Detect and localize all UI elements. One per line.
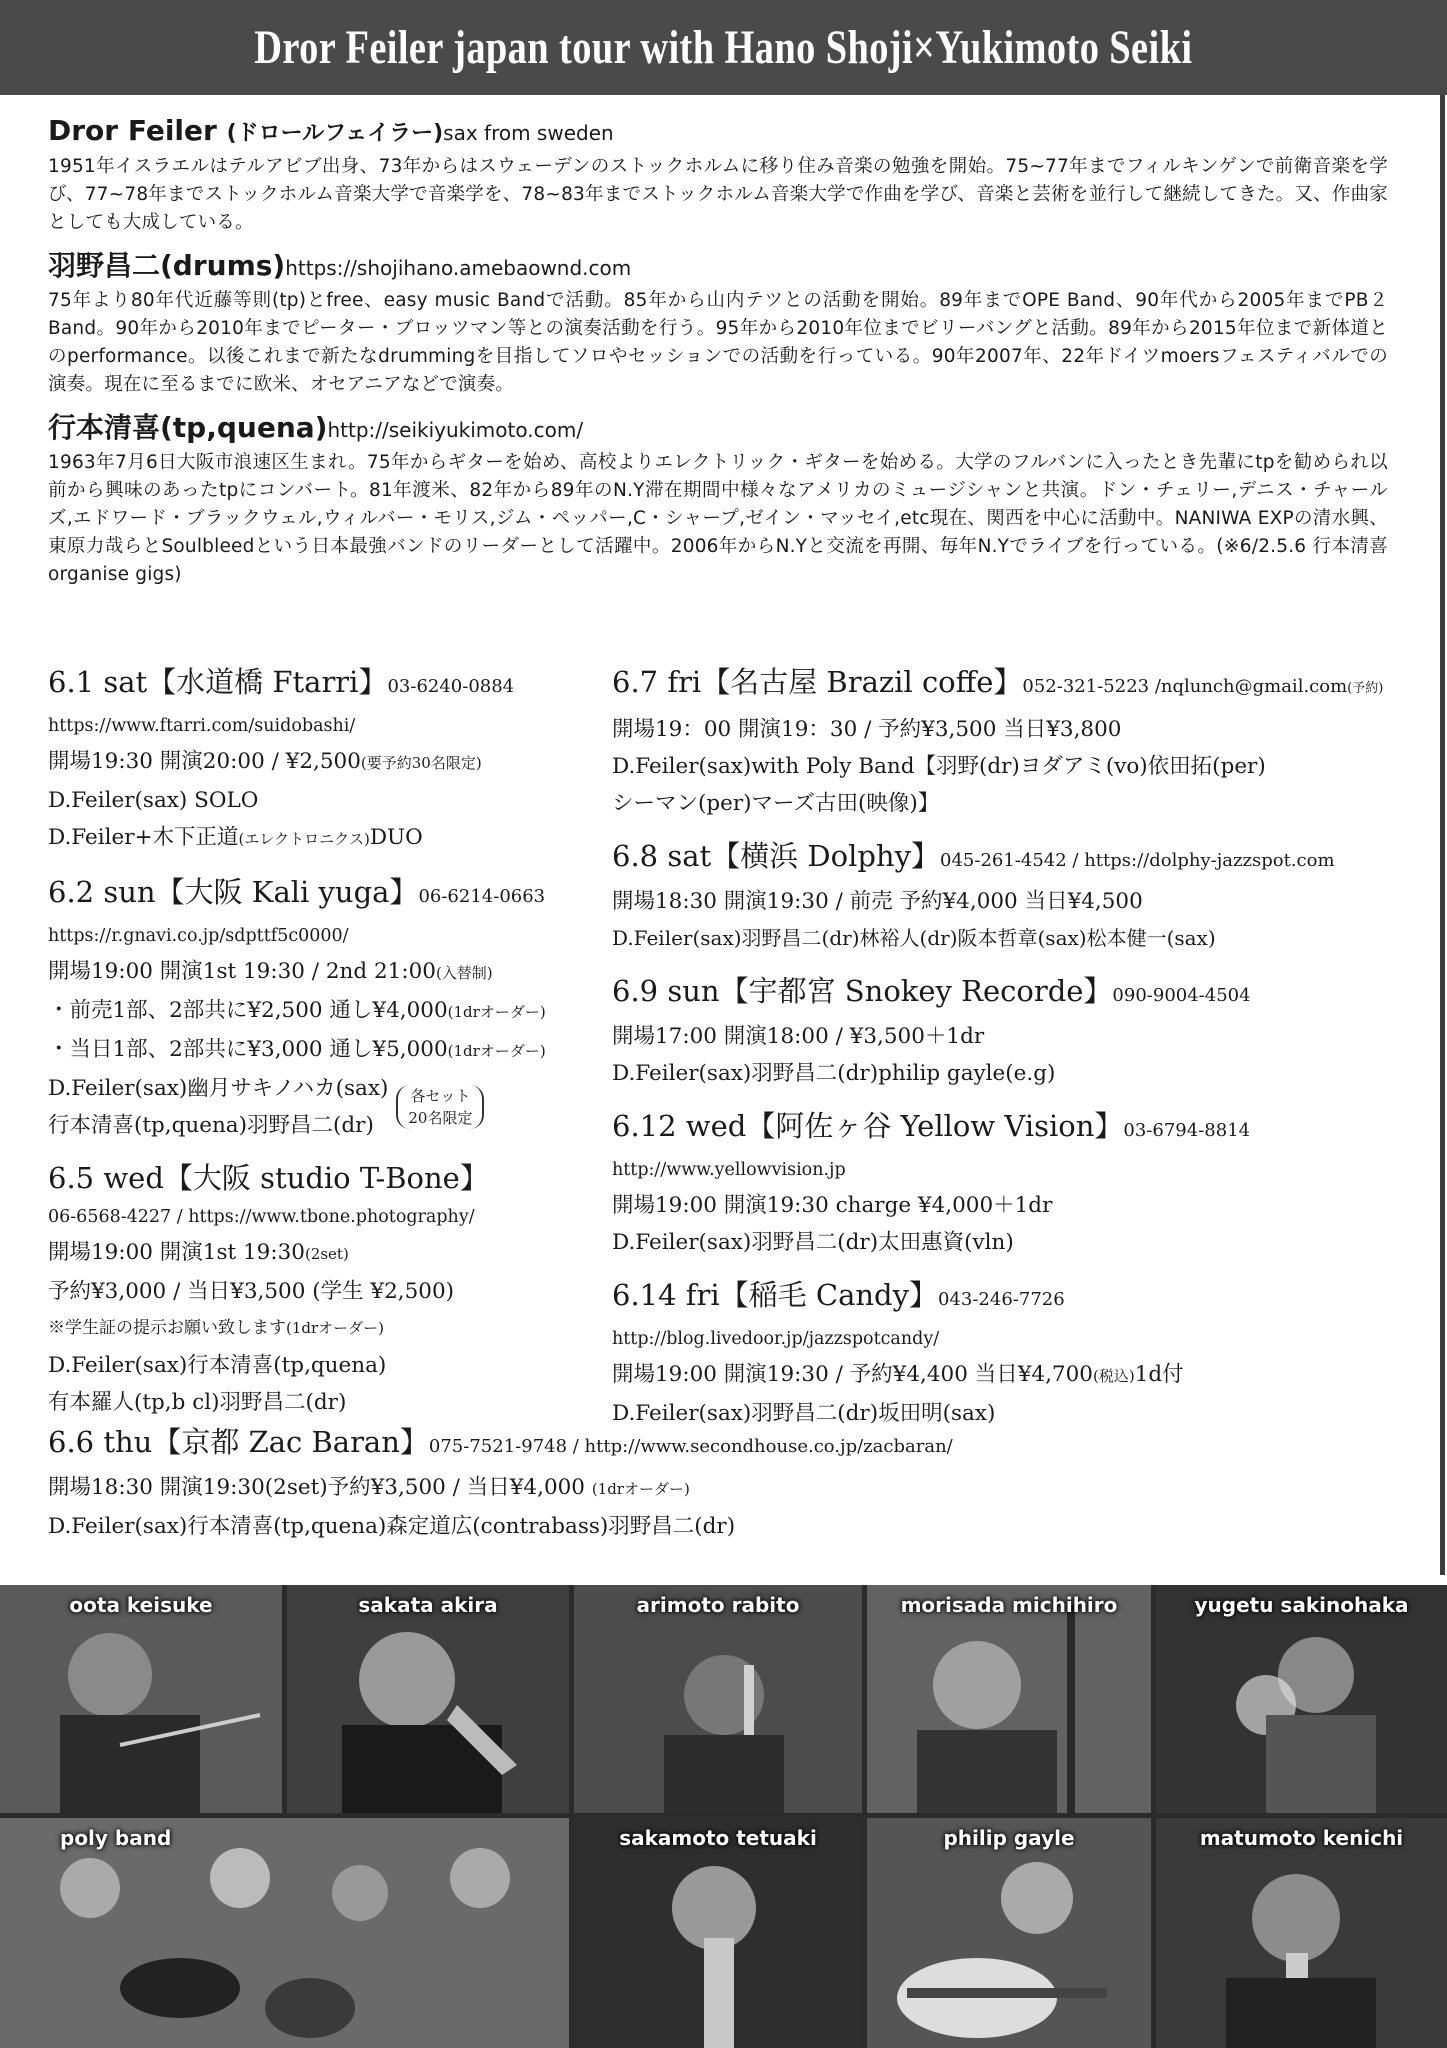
event-title: 6.12 wed【阿佐ヶ谷 Yellow Vision】	[612, 1109, 1124, 1143]
photo-caption: arimoto rabito	[636, 1593, 800, 1617]
event-title: 6.9 sun【宇都宮 Snokey Recorde】	[612, 974, 1113, 1008]
photo-poly-band	[0, 1818, 569, 2048]
photo-oota-keisuke	[0, 1585, 282, 1813]
bio-text: 1951年イスラエルはテルアビブ出身、73年からはスウェーデンのストックホルムに移り住み音楽の勉強を開始。75~77年までフィルキンゲンで前衛音楽を学び、77~78年までストックホルム音楽大学で音楽学を、78~83年までストックホルム音楽大学で作曲を学び、音楽と芸術を並行して継続してきた。又、作曲家としても大成している。	[48, 156, 1388, 233]
event-url[interactable]: http://www.yellowvision.jp	[612, 1160, 846, 1180]
event-note: (入替制)	[435, 964, 493, 982]
event-note: (1drオーダー)	[286, 1319, 385, 1337]
event-price: 開場17:00 開演18:00 / ¥3,500＋1dr	[612, 1024, 985, 1049]
event-6-5	[48, 1156, 608, 1421]
event-note: (2set)	[304, 1245, 349, 1263]
portrait-image	[867, 1818, 1151, 2048]
event-price: ・前売1部、2部共に¥2,500 通し¥4,000	[48, 998, 448, 1023]
bio-text: 1963年7月6日大阪市浪速区生まれ。75年からギターを始め、高校よりエレクトリック・ギターを始める。大学のフルバンに入ったとき先輩にtpを勧められ以前から興味のあったtpにコンバート。81年渡米、82年から89年のN.Y滞在期間中様々なアメリカのミュージシャンと共演。ドン・チェリー,デニス・チャールズ,エドワード・ブラックウェル,ウィルバー・モリス,ジム・ペッパー,C・シャープ,ゼイン・マッセイ,etc現在、関西を中心に活動中。NANIWA EXPの清水興、東原力哉らとSoulbleedという日本最強バンドのリーダーとして活躍中。2006年からN.Yと交流を再開、毎年N.Yでライブを行っている。(※6/2.5.6 行本清喜organise gigs)	[48, 452, 1388, 585]
event-price: ・当日1部、2部共に¥3,000 通し¥5,000	[48, 1037, 448, 1062]
bio-hano-shoji	[48, 247, 1388, 399]
bio-dror-feiler	[48, 112, 1388, 237]
photo-caption: sakamoto tetuaki	[619, 1826, 817, 1850]
event-url[interactable]: 06-6568-4227 / https://www.tbone.photography/	[48, 1207, 475, 1227]
event-6-14	[612, 1273, 1432, 1432]
event-url[interactable]: https://r.gnavi.co.jp/sdpttf5c0000/	[48, 926, 349, 946]
event-phone: 090-9004-4504	[1112, 985, 1251, 1006]
event-6-8	[612, 834, 1432, 957]
photo-caption: philip gayle	[943, 1826, 1075, 1850]
bio-name: 羽野昌二(drums)	[48, 249, 286, 282]
portrait-image	[1156, 1585, 1447, 1813]
event-lineup-suffix: DUO	[369, 825, 423, 850]
event-title: 6.14 fri【稲毛 Candy】	[612, 1278, 938, 1312]
event-phone: 03-6240-0884	[387, 676, 515, 697]
event-6-1	[48, 660, 608, 858]
event-lineup: D.Feiler(sax)羽野昌二(dr)林裕人(dr)阪本哲章(sax)松本健一(sax)	[612, 926, 1216, 950]
event-title: 6.1 sat【水道橋 Ftarri】	[48, 665, 388, 699]
event-title: 6.8 sat【横浜 Dolphy】	[612, 839, 940, 873]
portrait-image	[0, 1585, 282, 1813]
photo-yugetu-sakinohaka	[1156, 1585, 1447, 1813]
set-limit-note: 各セット 20名限定	[396, 1085, 484, 1129]
event-time: 開場19:00 開演1st 19:30	[48, 1240, 305, 1265]
event-price: 開場18:30 開演19:30(2set)予約¥3,500 / 当日¥4,000	[48, 1475, 592, 1500]
event-title: 6.2 sun【大阪 Kali yuga】	[48, 875, 419, 909]
event-title: 6.5 wed【大阪 studio T-Bone】	[48, 1161, 489, 1195]
event-price: 開場19:30 開演20:00 / ¥2,500	[48, 749, 361, 774]
event-lineup: 行本清喜(tp,quena)羽野昌二(dr)	[48, 1113, 374, 1138]
event-price: 開場19:00 開演1st 19:30 / 2nd 21:00	[48, 959, 436, 984]
photo-philip-gayle	[867, 1818, 1151, 2048]
bio-text: 75年より80年代近藤等則(tp)とfree、easy music Bandで活動。85年から山内テツとの活動を開始。89年までOPE Band、90年代から2005年までPB２Band。90年から2010年までピーター・ブロッツマン等との演奏活動を行う。95年から2010年位までビリーバングと活動。89年から2015年位まで新体道とのperformance。以後これまで新たなdrummingを目指してソロやセッションでの活動を行っている。90年2007年、22年ドイツmoersフェスティバルでの演奏。現在に至るまでに欧米、オセアニアなどで演奏。	[48, 290, 1388, 395]
event-price-suffix: 1d付	[1134, 1362, 1184, 1387]
event-price: 開場18:30 開演19:30 / 前売 予約¥4,000 当日¥4,500	[612, 889, 1143, 914]
event-note: ※学生証の提示お願い致します	[48, 1318, 286, 1338]
photo-caption: sakata akira	[358, 1593, 498, 1617]
bio-url[interactable]: http://seikiyukimoto.com/	[327, 418, 584, 442]
right-border-bar	[1440, 95, 1445, 1575]
photo-caption: morisada michihiro	[900, 1593, 1118, 1617]
event-price: 開場19：00 開演19：30 / 予約¥3,500 当日¥3,800	[612, 717, 1122, 742]
photo-caption: yugetu sakinohaka	[1194, 1593, 1409, 1617]
photo-caption: poly band	[60, 1826, 172, 1850]
event-price: 予約¥3,000 / 当日¥3,500 (学生 ¥2,500)	[48, 1279, 455, 1304]
photo-matumoto-kenichi	[1156, 1818, 1447, 2048]
event-lineup: D.Feiler(sax)with Poly Band【羽野(dr)ヨダアミ(vo)依田拓(per)	[612, 754, 1266, 779]
photo-caption: matumoto kenichi	[1199, 1826, 1404, 1850]
schedule-left-column	[48, 660, 608, 1433]
event-lineup: D.Feiler+木下正道	[48, 825, 239, 850]
event-lineup: D.Feiler(sax) SOLO	[48, 788, 259, 813]
event-note: (1drオーダー)	[447, 1003, 546, 1021]
event-lineup: D.Feiler(sax)羽野昌二(dr)坂田明(sax)	[612, 1401, 996, 1426]
event-phone: 043-246-7726	[937, 1289, 1065, 1310]
bio-kana: (ドロールフェイラー)	[226, 121, 444, 146]
portrait-image	[287, 1585, 569, 1813]
event-phone: 06-6214-0663	[418, 886, 546, 907]
event-url[interactable]: http://blog.livedoor.jp/jazzspotcandy/	[612, 1329, 940, 1349]
photo-morisada-michihiro	[867, 1585, 1151, 1813]
portrait-image	[0, 1818, 569, 2048]
page-header	[0, 0, 1447, 95]
event-6-12	[612, 1104, 1432, 1261]
event-6-2	[48, 870, 608, 1144]
bio-yukimoto-seiki	[48, 409, 1388, 589]
event-note: (エレクトロニクス)	[238, 830, 370, 848]
event-phone: 075-7521-9748 / http://www.secondhouse.co.jp/zacbaran/	[428, 1436, 953, 1457]
event-title: 6.7 fri【名古屋 Brazil coffe】	[612, 665, 1023, 699]
event-lineup: 有本羅人(tp,b cl)羽野昌二(dr)	[48, 1390, 347, 1415]
event-lineup: D.Feiler(sax)行本清喜(tp,quena)	[48, 1353, 387, 1378]
event-phone: 03-6794-8814	[1123, 1120, 1251, 1141]
event-url[interactable]: https://www.ftarri.com/suidobashi/	[48, 716, 356, 736]
event-phone: 045-261-4542 / https://dolphy-jazzspot.com	[940, 850, 1335, 871]
portrait-image	[574, 1818, 862, 2048]
event-note: (1drオーダー)	[591, 1480, 690, 1498]
portrait-image	[1156, 1818, 1447, 2048]
event-lineup: D.Feiler(sax)幽月サキノハカ(sax)	[48, 1076, 389, 1101]
bio-subtitle: sax from sweden	[443, 121, 614, 145]
event-lineup: D.Feiler(sax)羽野昌二(dr)philip gayle(e.g)	[612, 1061, 1056, 1086]
event-title: 6.6 thu【京都 Zac Baran】	[48, 1425, 429, 1459]
event-6-6	[48, 1420, 1428, 1545]
event-note: (予約)	[1347, 681, 1384, 696]
schedule-right-column	[612, 660, 1432, 1444]
event-lineup: シーマン(per)マーズ古田(映像)】	[612, 791, 940, 816]
bio-section	[48, 112, 1388, 599]
event-lineup: D.Feiler(sax)羽野昌二(dr)太田惠資(vln)	[612, 1230, 1014, 1255]
photo-caption: oota keisuke	[69, 1593, 213, 1617]
event-6-7	[612, 660, 1432, 822]
bio-url[interactable]: https://shojihano.amebaownd.com	[285, 256, 632, 280]
photo-sakamoto-tetuaki	[574, 1818, 862, 2048]
event-note: (1drオーダー)	[447, 1042, 546, 1060]
bio-name: 行本清喜(tp,quena)	[48, 411, 328, 444]
event-price: 開場19:00 開演19:30 / 予約¥4,400 当日¥4,700	[612, 1362, 1093, 1387]
event-6-9	[612, 969, 1432, 1092]
bio-name: Dror Feiler	[48, 114, 217, 147]
event-note: (税込)	[1092, 1367, 1135, 1385]
portrait-image	[867, 1585, 1151, 1813]
page-title: Dror Feiler japan tour with Hano Shoji×Yukimoto Seiki	[254, 21, 1193, 74]
portrait-image	[574, 1585, 862, 1813]
musician-photo-grid	[0, 1585, 1447, 2048]
photo-sakata-akira	[287, 1585, 569, 1813]
event-phone: 052-321-5223 /nqlunch@gmail.com	[1022, 676, 1348, 697]
event-lineup: D.Feiler(sax)行本清喜(tp,quena)森定道広(contrabass)羽野昌二(dr)	[48, 1514, 736, 1539]
photo-arimoto-rabito	[574, 1585, 862, 1813]
event-price: 開場19:00 開演19:30 charge ¥4,000＋1dr	[612, 1193, 1053, 1218]
event-note: (要予約30名限定)	[360, 754, 482, 772]
